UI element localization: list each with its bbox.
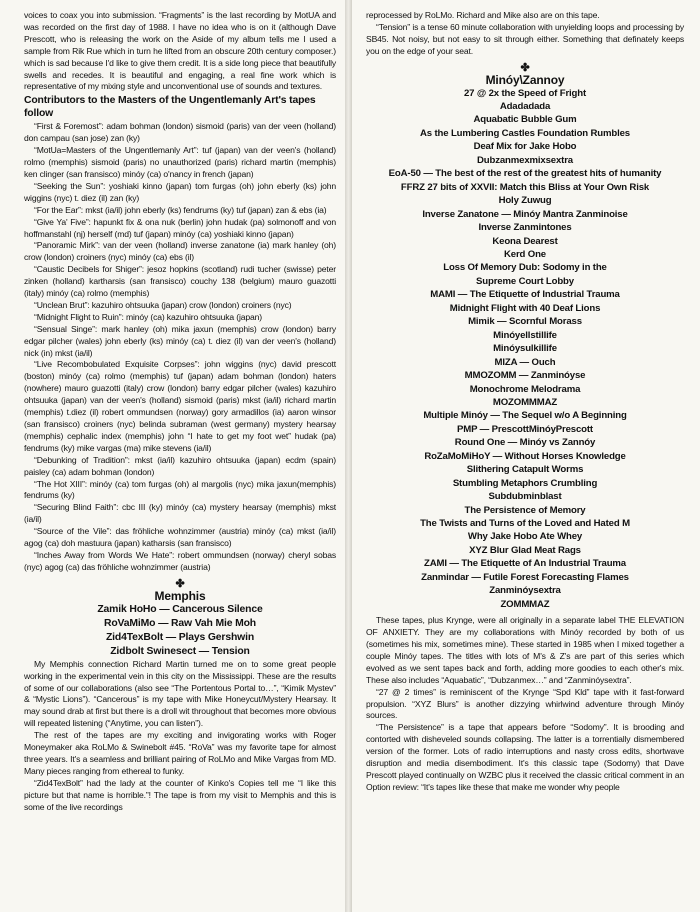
memphis-tape-title: Zidbolt Swinesect — Tension bbox=[110, 645, 250, 657]
contributor-entry: “Securing Blind Faith”: cbc III (ky) minóy (ca) mystery hearsay (memphis) mkst (ia/il) bbox=[24, 502, 336, 525]
contributor-entry: “Debunking of Tradition”: mkst (ia/il) kazuhiro ohtsuuka (japan) ecdm (spain) paisley (ca) adam bohman (london) bbox=[24, 454, 336, 477]
tape-title: Monochrome Melodrama bbox=[469, 383, 581, 395]
tape-title: PMP — PrescottMinóyPrescott bbox=[457, 423, 593, 435]
tape-title: Deaf Mix for Jake Hobo bbox=[473, 141, 577, 153]
contributor-entry: “Midnight Flight to Ruin”: minóy (ca) kazuhiro ohtsuuka (japan) bbox=[34, 311, 262, 322]
tape-title: Slithering Catapult Worms bbox=[466, 464, 584, 476]
memphis-paragraph: My Memphis connection Richard Martin turned me on to some great people working in the experimental vein in this city on the Mississippi. These are the results of some of our collaborations (also see “The Portentous Portal to…”, “Kimik Mystev” & “Mystic Lions”). “Cancerous” is my tape with Mike Honeycut/Mystery Hearsay. It may sound drab at first but there is a droll wit throughout that becomes more obvious will repeated listening (“Anytime, you can listen”). bbox=[24, 658, 336, 729]
tape-title: Round One — Minóy vs Zannóy bbox=[454, 437, 596, 449]
contributor-entry: “For the Ear”: mkst (ia/il) john eberly (ks) fendrums (ky) tuf (japan) zan & ebs (ia) bbox=[34, 204, 327, 215]
tape-title: RoZaMoMiHoY — Without Horses Knowledge bbox=[424, 450, 626, 462]
minoy-zannoy-heading: Minóy\Zannoy bbox=[485, 72, 565, 87]
tape-title: Loss Of Memory Dub: Sodomy in the bbox=[443, 262, 607, 274]
right-top-paragraph: reprocessed by RoLMo. Richard and Mike also are on this tape. bbox=[366, 10, 600, 20]
tape-title: Zanminóysextra bbox=[489, 585, 561, 597]
contributors-list bbox=[24, 121, 336, 573]
intro-paragraph: voices to coax you into submission. “Fragments” is the last recording by MotUA and was recorded on the first day of 1988. I have no idea who is on it (although Dave Prescott, who is releasing the work on the Aside of my album tells me I used a sample from Rik Rue which in turn he lifted from an obscure 20th century composer.) which is sad because I'd like to give them credit. It is a side long piece that beautifully swells and recedes. It is beautiful and engaging, a real fine work which is representative of my mixing style and unconventional use of sounds and textures. bbox=[24, 10, 336, 92]
left-column bbox=[24, 10, 336, 813]
tape-title: Adadadada bbox=[499, 100, 551, 112]
contributor-entry: “First & Foremost”: adam bohman (london) sismoid (paris) van der veen (holland) don campau (san jose) zan (ky) bbox=[24, 121, 336, 144]
tape-title: ZOMMMAZ bbox=[500, 598, 550, 610]
tape-title: Inverse Zanatone — Minóy Mantra Zanminoise bbox=[422, 208, 628, 220]
right-bottom-paragraph: “27 @ 2 times” is reminiscent of the Krynge “Spd Kld” tape with it fast-forward propulsion. “XYZ Blurs” is another dizzying whirlwind adventure through Minóy sources. bbox=[366, 686, 684, 721]
memphis-tape-title: Zid4TexBolt — Plays Gershwin bbox=[105, 631, 255, 643]
tape-title: 27 @ 2x the Speed of Fright bbox=[463, 87, 587, 99]
memphis-heading: Memphis bbox=[154, 588, 206, 603]
right-bottom-paragraph: “The Persistence” is a tape that appears before “Sodomy”. It is brooding and contorted with disheveled sounds collapsing. The latter is a torrentially dismembered version of the former. Lots of radio interruptions and nasty cross edits, shortwave disruption and media disembodiment. It's this classic tape (Sodomy) that Dave Prescott played continually on WZBC plus it received the classic critical comment in an Option review: “It's tapes like these that make me wonder why people bbox=[366, 722, 684, 792]
memphis-title-list bbox=[24, 603, 336, 659]
fleuron-ornament-icon: ✤ bbox=[520, 61, 530, 74]
contributor-entry: “MotUa=Masters of the Ungentlemanly Art”: tuf (japan) van der veen's (holland) rolmo (memphis) sismoid (paris) no unauthorized (paris) richard martin (memphis) ken clinger (san fransisco) minóy (ca) o'nancy in french (japan) bbox=[24, 145, 336, 179]
tape-title: Dubzanmexmixsextra bbox=[477, 154, 573, 166]
memphis-paragraph: “Zid4TexBolt” had the lady at the counter of Kinko's Copies tell me “I like this picture but that name is horrible.”! The tape is from my visit to Memphis and this is some of the live recordings bbox=[24, 777, 336, 812]
fleuron-ornament-icon: ✤ bbox=[175, 577, 185, 590]
right-column bbox=[366, 10, 684, 794]
tape-title: MIZA — Ouch bbox=[494, 356, 556, 368]
tape-title: Kerd One bbox=[504, 248, 546, 260]
contributor-entry: “Seeking the Sun”: yoshiaki kinno (japan) tom furgas (oh) john eberly (ks) john wiggins (nyc) t. diez (il) zan (ky) bbox=[24, 180, 336, 203]
tape-title: The Twists and Turns of the Loved and Hated M bbox=[420, 518, 630, 530]
contributor-entry: “Give Ya' Five”: hapunkt fix & ona nuk (berlin) john hudak (pa) solmonoff and von hoffmanstahl (nj) herself (md) tuf (japan) minóy (ca) yoshiaki kinno (japan) bbox=[24, 216, 336, 239]
tape-title: MOZOMMMAZ bbox=[492, 396, 558, 408]
contributor-entry: “The Hot XIII”: minóy (ca) tom furgas (oh) al margolis (nyc) mika jaxun(memphis) fendrums (ky) bbox=[24, 478, 336, 501]
right-bottom-paragraph: These tapes, plus Krynge, were all originally in a separate label THE ELEVATION OF ANXIETY. They are my collaborations with Minóy recorded by both of us (sometimes his mix, sometimes mine). These started in 1985 when I mixed together a couple Minóy tapes. The titles with lots of M's & Z's are part of this series which evolved as we sent tapes back and forth, adding more goodies to each other's mix. These also includes “Aquabatic”, “Dubzanmex…” and “Zanminóysextra”. bbox=[366, 615, 684, 685]
right-top-paragraph: “Tension” is a tense 60 minute collaboration with unyielding loops and processing by SB45. Not noisy, but not easy to sit through either. Something that definately keeps you on the edge of your seat. bbox=[366, 21, 684, 56]
memphis-tape-title: RoVaMiMo — Raw Vah Mie Moh bbox=[104, 617, 256, 629]
tape-title: Minóysulkillife bbox=[493, 343, 557, 355]
tape-title: EoA-50 — The best of the rest of the greatest hits of humanity bbox=[388, 168, 662, 180]
tape-title: Holy Zuwug bbox=[498, 195, 552, 207]
contributor-entry: “Caustic Decibels for Shiger”: jesoz hopkins (scotland) rudi tucher (swisse) peter zinken (holland) kartharsis (san fransisco) couchy 138 (belgium) mauro guazotti (italy) minóy (ca) rolmo (memphis) bbox=[24, 264, 336, 299]
tape-title: Why Jake Hobo Ate Whey bbox=[467, 531, 583, 543]
page-gutter bbox=[345, 0, 352, 912]
tape-title: Keona Dearest bbox=[492, 235, 558, 247]
tape-title: Multiple Minóy — The Sequel w/o A Beginning bbox=[423, 410, 627, 422]
contributor-entry: “Inches Away from Words We Hate”: robert ommundsen (norway) cheryl sobas (nyc) agog (ca) das fröhliche wohnzimmer (austria) bbox=[24, 549, 336, 572]
tape-title: Midnight Flight with 40 Deaf Lions bbox=[449, 302, 601, 314]
contributors-heading: Contributors to the Masters of the Ungentlemanly Art's tapes follow bbox=[24, 95, 316, 120]
tape-title: Aquabatic Bubble Gum bbox=[473, 114, 577, 126]
tape-title: Inverse Zanmintones bbox=[478, 222, 572, 234]
tape-title: Subdubminblast bbox=[488, 491, 562, 503]
tape-title: MMOZOMM — Zanminóyse bbox=[464, 370, 586, 382]
tape-title: Mimik — Scornful Morass bbox=[468, 316, 582, 328]
tape-title: Supreme Court Lobby bbox=[476, 275, 574, 287]
contributor-entry: “Sensual Singe”: mark hanley (oh) mika jaxun (memphis) crow (london) barry edgar pilcher (wales) john eberly (ks) minóy (ca) t. diez (il) van der veen's (holland) nick (in) mkst (ia/il) bbox=[24, 323, 336, 358]
memphis-paragraph: The rest of the tapes are my exciting and invigorating works with Roger Moneymaker aka RoLMo & Swinebolt #45. “RoVa” was my favorite tape for almost three years. It's a seamless and brilliant pairing of RoLMo and Mike Vargas from MD. Many pieces ranging from ethereal to funky. bbox=[24, 730, 336, 776]
memphis-tape-title: Zamik HoHo — Cancerous Silence bbox=[97, 603, 263, 615]
tape-title: Stumbling Metaphors Crumbling bbox=[452, 477, 598, 489]
tape-title: FFRZ 27 bits of XXVII: Match this Bliss at Your Own Risk bbox=[400, 181, 650, 193]
tape-title: Minóyellstillife bbox=[493, 329, 557, 341]
right-page bbox=[352, 0, 700, 912]
tape-title: XYZ Blur Glad Meat Rags bbox=[469, 544, 581, 556]
contributor-entry: “Unclean Brut”: kazuhiro ohtsuuka (japan) crow (london) croiners (nyc) bbox=[34, 299, 292, 310]
contributor-entry: “Source of the Vile”: das fröhliche wohnzimmer (austria) minóy (ca) mkst (ia/il) agog (ca) doh mastuura (japan) katharsis (san fransisco) bbox=[24, 526, 336, 549]
tape-title: Zanmindar — Futile Forest Forecasting Flames bbox=[421, 571, 629, 583]
tape-title: The Persistence of Memory bbox=[464, 504, 586, 516]
tape-title: MAMI — The Etiquette of Industrial Trauma bbox=[430, 289, 620, 301]
tape-title: As the Lumbering Castles Foundation Rumbles bbox=[420, 127, 630, 139]
contributor-entry: “Live Recombobulated Exquisite Corpses”: john wiggins (nyc) david prescott (boston) minóy (ca) rolmo (memphis) tuf (japan) adam bohman (london) haters (nowhere) mauro guazotti (italy) crow (london) barry edgar pilcher (wales) kazuhiro ohtsuuka (japan) van der veen's (holland) sismoid (paris) mkst (ia/il) richard martin (memphis) t.diez (il) robert ommundsen (norway) gory armadillos (ia) aaron winsor (san fransisco) croiners (nyc) belinda subraman (west germany) mystery hearsay (memphis) cephalic index (memphis) john “I hate to get my foot wet” hudak (pa) fendrums (ky) mike vargas (ma) mike stevens (ia/il) bbox=[24, 359, 336, 453]
contributor-entry: “Panoramic Mirk”: van der veen (holland) inverse zanatone (ia) mark hanley (oh) crow (london) croiners (nyc) minóy (ca) ebs (il) bbox=[24, 240, 336, 263]
left-page bbox=[0, 0, 345, 912]
tape-title: ZAMI — The Etiquette of An Industrial Trauma bbox=[424, 558, 626, 570]
minoy-zannoy-title-list bbox=[366, 87, 684, 612]
